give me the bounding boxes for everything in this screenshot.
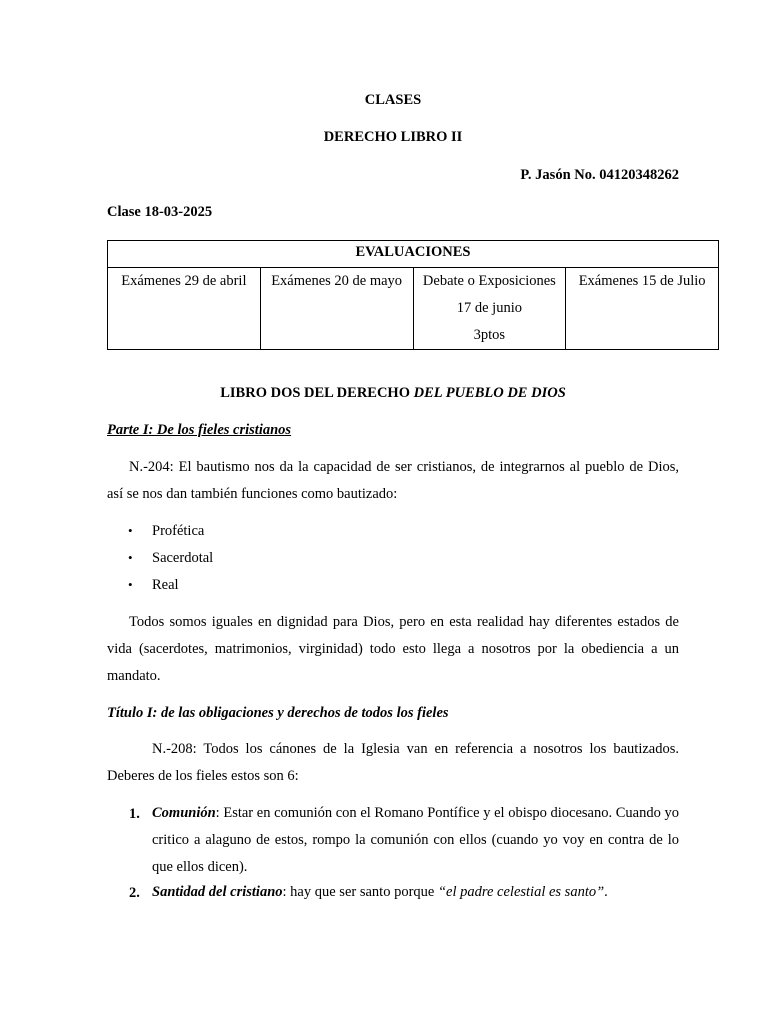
list-item: Santidad del cristiano: hay que ser santo porque “el padre celestial es santo”. [152, 884, 608, 900]
list-number: 1. [129, 806, 140, 822]
bullet-icon: • [128, 577, 133, 592]
table-cell: Exámenes 20 de mayo [260, 268, 413, 350]
evaluations-table [107, 240, 719, 350]
paragraph-dignity: Todos somos iguales en dignidad para Dios, pero en esta realidad hay diferentes estados de vida (sacerdotes, matrimonios, virginidad) todo esto llega a nosotros por la obediencia a un mandato. [107, 614, 679, 684]
bullet-icon: • [128, 523, 133, 538]
table-row [108, 268, 719, 350]
section-heading: LIBRO DOS DEL DERECHO DEL PUEBLO DE DIOS [220, 385, 566, 401]
title-heading: Título I: de las obligaciones y derechos de todos los fieles [107, 705, 449, 721]
table-cell: Exámenes 29 de abril [108, 268, 261, 350]
bullet-icon: • [128, 550, 133, 565]
list-item: Sacerdotal [152, 550, 214, 566]
doc-subtitle: DERECHO LIBRO II [323, 129, 463, 145]
part-heading: Parte I: De los fieles cristianos [107, 422, 292, 438]
author-line: P. Jasón No. 04120348262 [520, 167, 679, 183]
list-item: Profética [152, 523, 205, 539]
table-cell: Exámenes 15 de Julio [566, 268, 719, 350]
doc-title: CLASES [364, 92, 422, 108]
evaluations-heading: EVALUACIONES [108, 241, 719, 268]
table-cell: Debate o Exposiciones 17 de junio 3ptos [413, 268, 566, 350]
list-number: 2. [129, 885, 140, 901]
list-item: Real [152, 577, 179, 593]
paragraph-204: N.-204: El bautismo nos da la capacidad de ser cristianos, de integrarnos al pueblo de Dios, así se nos dan también funciones como bautizado: [107, 459, 679, 502]
class-date: Clase 18-03-2025 [107, 204, 213, 220]
list-item: Comunión: Estar en comunión con el Romano Pontífice y el obispo diocesano. Cuando yo critico a alaguno de estos, rompo la comunión con ellos (cuando yo voy en contra de lo que ellos dicen). [152, 805, 679, 875]
paragraph-208: N.-208: Todos los cánones de la Iglesia van en referencia a nosotros los bautizados. Deberes de los fieles estos son 6: [107, 741, 679, 784]
